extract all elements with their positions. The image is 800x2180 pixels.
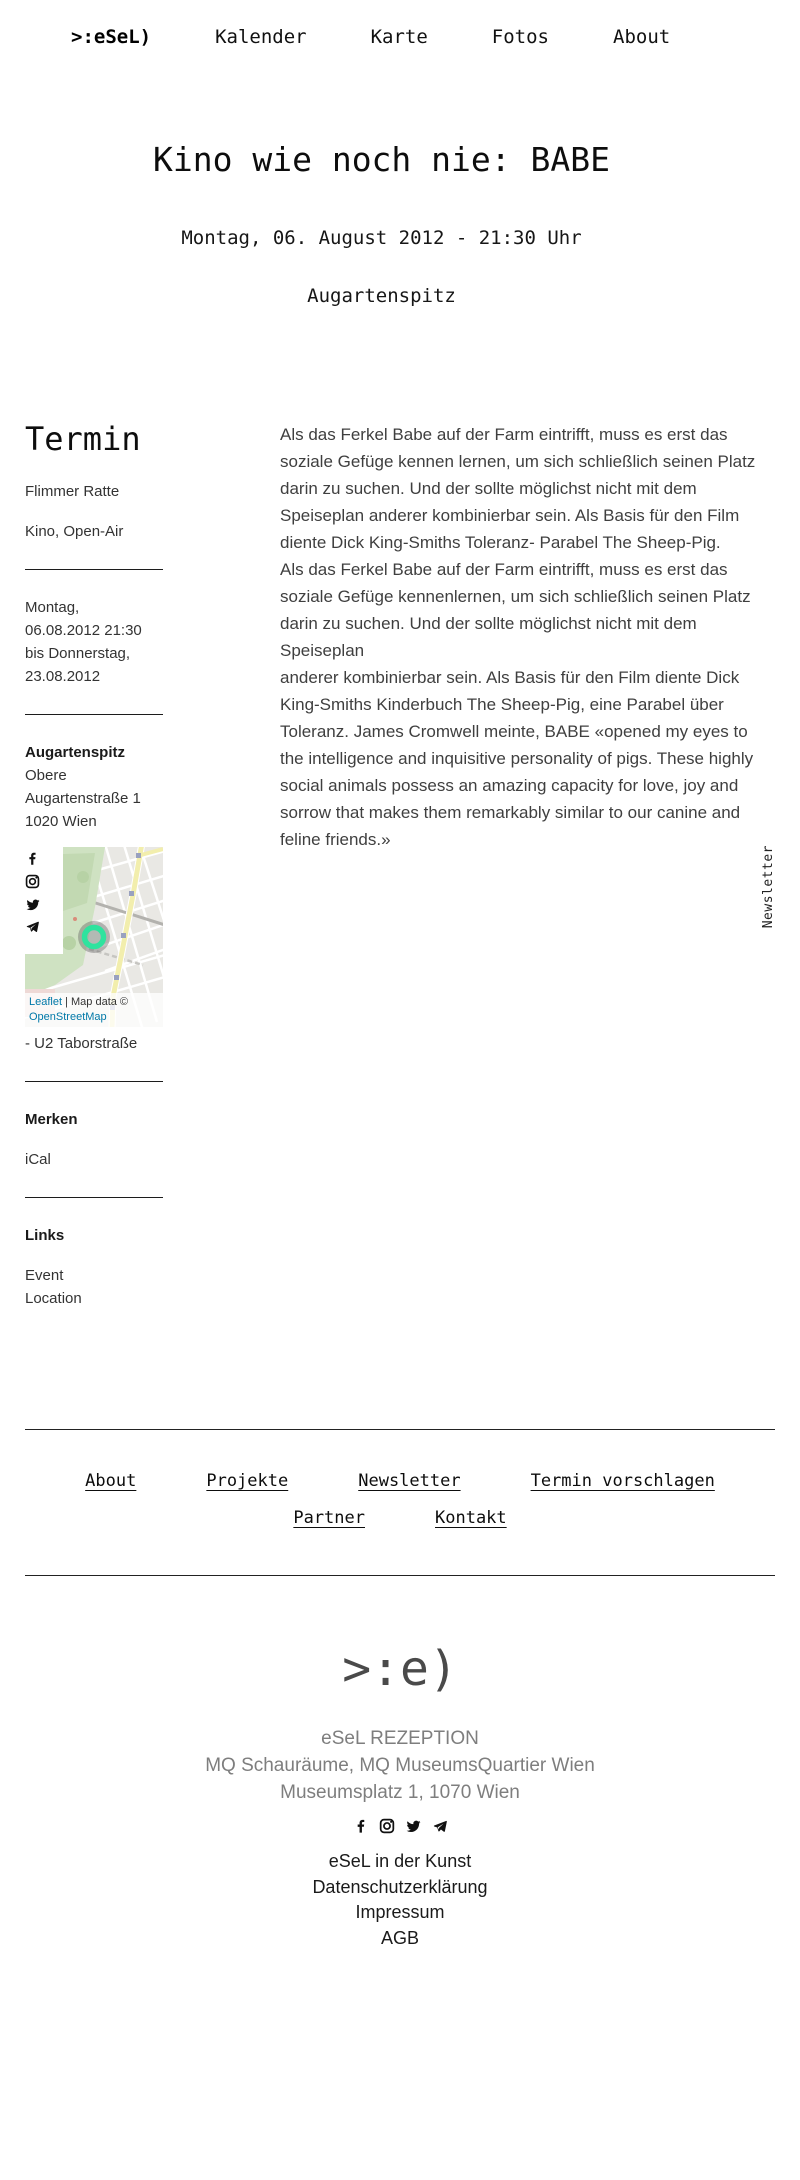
- nav-item-about[interactable]: About: [613, 26, 671, 48]
- social-share-rail: [18, 847, 63, 954]
- footnav-newsletter[interactable]: Newsletter: [358, 1471, 461, 1491]
- footer-address-line2: Museumsplatz 1, 1070 Wien: [280, 1782, 520, 1803]
- event-dates: Montag, 06.08.2012 21:30 bis Donnerstag, 23.08.2012: [25, 599, 142, 685]
- nav-item-fotos[interactable]: Fotos: [491, 26, 549, 48]
- footnav-about[interactable]: About: [85, 1471, 137, 1491]
- esel-logo-link[interactable]: >:eSeL): [71, 26, 152, 48]
- esel-footer-logo: >:e): [342, 1641, 458, 1697]
- transit-note: - U2 Taborstraße: [25, 1035, 138, 1052]
- footnav-kontakt[interactable]: Kontakt: [435, 1508, 507, 1528]
- venue-address: Augartenspitz Obere Augartenstraße 1 1020 Wien: [25, 744, 141, 830]
- description-paragraph: Als das Ferkel Babe auf der Farm eintrifft, muss es erst das soziale Gefüge kennenlernen, um sich schließlich seinen Platz darin zu suchen. Und der sollte möglichst nicht mit dem Speiseplan: [280, 560, 751, 660]
- footer-address: [0, 1725, 800, 1806]
- description-paragraph: Als das Ferkel Babe auf der Farm eintrifft, muss es erst das soziale Gefüge kennen lernen, um sich schließlich seinen Platz darin zu suchen. Und der sollte möglichst nicht mit dem Speiseplan anderer kombinierbar sein. Als Basis für den Film diente Dick King-Smiths Toleranz- Parabel The Sheep-Pig.: [280, 425, 756, 552]
- footer-link-agb[interactable]: AGB: [380, 1927, 419, 1948]
- event-sidebar: [25, 420, 163, 1310]
- links-heading: Links: [25, 1227, 65, 1244]
- footer-navigation: [25, 1471, 775, 1545]
- venue-name: Augartenspitz: [25, 744, 126, 761]
- footnav-projekte[interactable]: Projekte: [206, 1471, 289, 1491]
- newsletter-tab[interactable]: Newsletter: [761, 845, 776, 929]
- divider: [25, 1575, 775, 1576]
- event-link[interactable]: Event: [25, 1267, 64, 1284]
- footnav-termin-vorschlagen[interactable]: Termin vorschlagen: [530, 1471, 715, 1491]
- category-link[interactable]: Kino, Open-Air: [25, 523, 124, 540]
- telegram-icon[interactable]: [432, 1819, 448, 1839]
- facebook-icon[interactable]: [353, 1818, 369, 1839]
- event-description: [280, 421, 762, 853]
- facebook-icon[interactable]: [25, 851, 63, 866]
- page-title: Kino wie noch nie: BABE: [153, 140, 610, 179]
- event-datetime: Montag, 06. August 2012 - 21:30 Uhr: [181, 227, 582, 249]
- footer-link-datenschutz[interactable]: Datenschutzerklärung: [312, 1876, 488, 1897]
- nav-item-karte[interactable]: Karte: [370, 26, 428, 48]
- footer-link-esel-in-der-kunst[interactable]: eSeL in der Kunst: [328, 1851, 472, 1871]
- map-attribution: Leaflet | Map data © OpenStreetMap: [25, 993, 163, 1027]
- merken-heading: Merken: [25, 1111, 78, 1128]
- telegram-icon[interactable]: [25, 920, 63, 934]
- instagram-icon[interactable]: [379, 1818, 395, 1839]
- series-link[interactable]: Flimmer Ratte: [25, 483, 120, 500]
- sidebar-heading: Termin: [25, 420, 141, 458]
- ical-link[interactable]: iCal: [25, 1151, 51, 1168]
- description-paragraph: anderer kombinierbar sein. Als Basis für den Film diente Dick King-Smiths Kinderbuch The Sheep-Pig, eine Parabel über Toleranz. James Cromwell meinte, BABE «opened my eyes to the intelligence and inquisitive personality of pigs. These highly social animals possess an amazing capacity for love, joy and sorrow that makes them remarkably similar to our canine and feline friends.»: [280, 668, 754, 849]
- leaflet-link[interactable]: Leaflet: [29, 996, 63, 1008]
- divider: [25, 1429, 775, 1430]
- location-link[interactable]: Location: [25, 1290, 82, 1307]
- divider: [25, 1081, 163, 1082]
- twitter-icon[interactable]: [25, 897, 63, 912]
- footer-link-impressum[interactable]: Impressum: [355, 1902, 445, 1922]
- footer-links: [0, 1849, 800, 1951]
- nav-item-kalender[interactable]: Kalender: [215, 26, 307, 48]
- map-marker: [78, 921, 110, 953]
- divider: [25, 569, 163, 570]
- footnav-partner[interactable]: Partner: [293, 1508, 365, 1528]
- footer-org: eSeL REZEPTION: [321, 1728, 479, 1749]
- openstreetmap-link[interactable]: OpenStreetMap: [29, 1011, 107, 1023]
- page-footer: [0, 1641, 800, 1951]
- location-map[interactable]: [25, 847, 163, 1027]
- footer-social-icons: [0, 1818, 800, 1839]
- divider: [25, 714, 163, 715]
- instagram-icon[interactable]: [25, 874, 63, 889]
- divider: [25, 1197, 163, 1198]
- top-navigation: [71, 26, 670, 48]
- footer-address-line1: MQ Schauräume, MQ MuseumsQuartier Wien: [205, 1755, 595, 1776]
- event-venue: Augartenspitz: [307, 285, 456, 307]
- twitter-icon[interactable]: [405, 1818, 422, 1839]
